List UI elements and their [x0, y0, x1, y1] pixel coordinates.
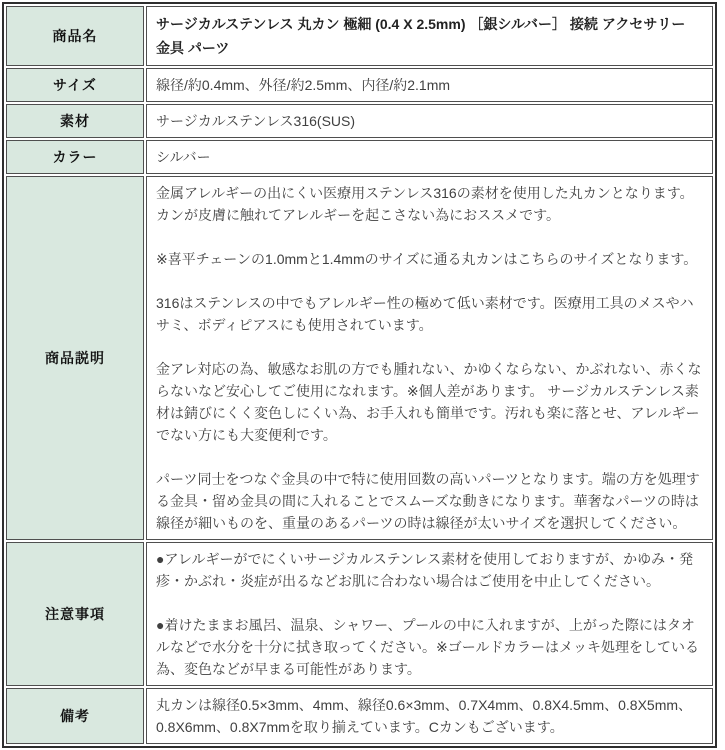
description-paragraph: 316はステンレスの中でもアレルギー性の極めて低い素材です。医療用工具のメスやハサミ、ボディピアスにも使用されています。 [156, 295, 694, 333]
description-value [146, 176, 713, 540]
size-value: 線径/約0.4mm、外径/約2.5mm、内径/約2.1mm [146, 68, 713, 102]
size-label: サイズ [6, 68, 144, 102]
material-label: 素材 [6, 104, 144, 138]
color-value: シルバー [146, 140, 713, 174]
row-product-name [6, 6, 713, 66]
description-paragraph: 金アレ対応の為、敏感なお肌の方でも腫れない、かゆくならない、かぶれない、赤くならないなど安心してご使用になれます。※個人差があります。 サージカルステンレス素材は錆びにくく変色しにくい為、お手入れも簡単です。汚れも楽に落とせ、アレルギーでない方にも大変便利です。 [156, 361, 702, 443]
notes-value [146, 542, 713, 686]
material-value: サージカルステンレス316(SUS) [146, 104, 713, 138]
remarks-label: 備考 [6, 688, 144, 744]
notes-label: 注意事項 [6, 542, 144, 686]
row-description [6, 176, 713, 540]
row-color [6, 140, 713, 174]
notes-paragraph: ●着けたままお風呂、温泉、シャワー、プールの中に入れますが、上がった際にはタオルなどで水分を十分に拭き取ってください。※ゴールドカラーはメッキ処理をしている為、変色などが早まる可能性があります。 [156, 617, 700, 677]
description-label: 商品説明 [6, 176, 144, 540]
row-notes [6, 542, 713, 686]
description-paragraph: ※喜平チェーンの1.0mmと1.4mmのサイズに通る丸カンはこちらのサイズとなります。 [156, 251, 698, 267]
description-paragraph: 金属アレルギーの出にくい医療用ステンレス316の素材を使用した丸カンとなります。カンが皮膚に触れてアレルギーを起こさない為におススメです。 [156, 185, 694, 223]
notes-paragraph: ●アレルギーがでにくいサージカルステンレス素材を使用しておりますが、かゆみ・発疹・かぶれ・炎症が出るなどお肌に合わない場合はご使用を中止してください。 [156, 551, 694, 589]
product-name-value: サージカルステンレス 丸カン 極細 (0.4 X 2.5mm) ［銀シルバー］ 接続 アクセサリー 金具 パーツ [146, 6, 713, 66]
row-material [6, 104, 713, 138]
remarks-value: 丸カンは線径0.5×3mm、4mm、線径0.6×3mm、0.7X4mm、0.8X4.5mm、0.8X5mm、0.8X6mm、0.8X7mmを取り揃えています。Cカンもございます。 [146, 688, 713, 744]
color-label: カラー [6, 140, 144, 174]
row-remarks [6, 688, 713, 744]
row-size [6, 68, 713, 102]
description-paragraph: パーツ同士をつなぐ金具の中で特に使用回数の高いパーツとなります。端の方を処理する金具・留め金具の間に入れることでスムーズな動きになります。華奢なパーツの時は線径が細いものを、重量のあるパーツの時は線径が太いサイズを選択してください。 [156, 471, 700, 531]
product-info-table [2, 2, 717, 748]
product-name-label: 商品名 [6, 6, 144, 66]
